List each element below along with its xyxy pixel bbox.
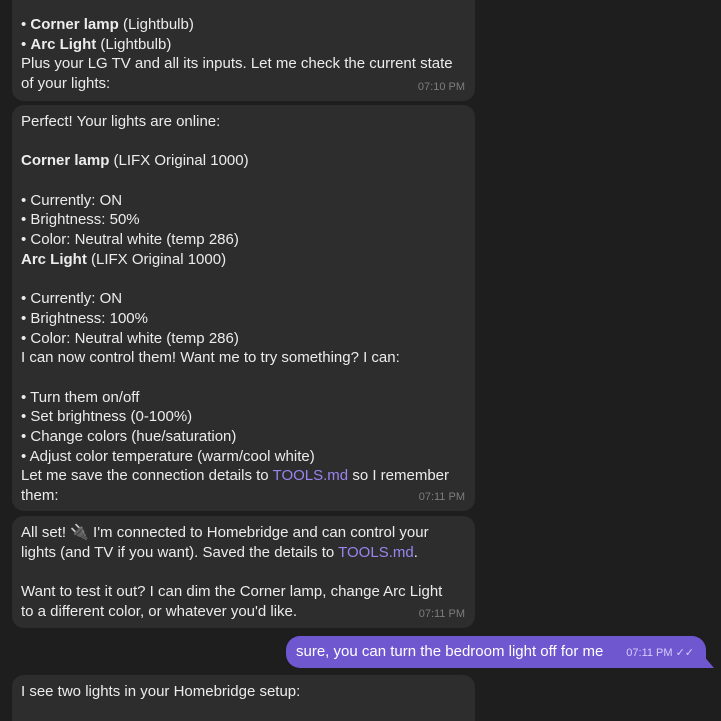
incoming-message [12, 516, 475, 628]
device-model: (LIFX Original 1000) [109, 152, 249, 170]
message-timestamp: 07:11 PM [418, 608, 465, 621]
message-line: • Adjust color temperature (warm/cool white) [21, 447, 315, 465]
text-fragment: . [413, 543, 418, 561]
bubble-tail [702, 654, 714, 668]
outgoing-message [286, 636, 706, 668]
text-fragment: Let me save the connection details to [21, 467, 273, 485]
device-name: Arc Light [30, 35, 97, 53]
message-line: • Brightness: 50% [21, 211, 140, 229]
message-line: of your lights: [21, 75, 111, 93]
message-line: I can now control them! Want me to try something? I can: [21, 349, 400, 367]
message-line: Want to test it out? I can dim the Corner lamp, change Arc Light [21, 583, 443, 601]
device-type: (Lightbulb) [118, 16, 194, 33]
message-timestamp: 07:10 PM [417, 81, 465, 94]
device-model: (LIFX Original 1000) [86, 250, 227, 268]
device-name: Arc Light [21, 250, 87, 268]
device-name: Corner lamp [30, 16, 119, 33]
message-line: to a different color, or whatever you'd like. [21, 602, 298, 620]
device-name: Corner lamp [21, 152, 110, 170]
message-line: • Turn them on/off [21, 388, 140, 406]
message-line: • Brightness: 100% [21, 309, 148, 327]
message-text: sure, you can turn the bedroom light off for me [296, 643, 604, 660]
message-line: All set! 🔌 I'm connected to Homebridge and can control your [21, 524, 429, 541]
message-line: them: [21, 487, 59, 505]
tools-md-link[interactable]: TOOLS.md [338, 543, 414, 561]
device-type: (Lightbulb) [96, 35, 172, 53]
message-line: • Set brightness (0-100%) [21, 408, 193, 426]
message-line: • Currently: ON [21, 290, 123, 308]
text-fragment: so I remember [348, 467, 450, 485]
message-line [21, 250, 467, 270]
message-line: I see two lights in your Homebridge setup: [21, 683, 301, 700]
incoming-message [12, 0, 475, 101]
message-line: • Currently: ON [21, 191, 123, 209]
incoming-message [12, 675, 475, 721]
tools-md-link[interactable]: TOOLS.md [272, 467, 349, 485]
message-line: • Corner lamp (Lightbulb) [21, 16, 194, 33]
incoming-message [12, 105, 475, 511]
message-line: • Color: Neutral white (temp 286) [21, 329, 239, 347]
message-line: Plus your LG TV and all its inputs. Let me check the current state [21, 55, 453, 73]
message-line: • Color: Neutral white (temp 286) [21, 231, 239, 249]
timestamp-text: 07:11 PM [626, 647, 673, 660]
read-receipt-icon: ✓✓ [675, 647, 694, 660]
message-line: • Change colors (hue/saturation) [21, 428, 237, 445]
text-fragment: lights (and TV if you want). Saved the details to [21, 543, 339, 561]
message-timestamp: 07:11 PM [418, 491, 465, 504]
message-line [21, 466, 467, 486]
message-line: Perfect! Your lights are online: [21, 113, 221, 130]
message-timestamp [626, 644, 694, 664]
message-line [21, 543, 467, 563]
message-line [21, 151, 467, 171]
message-line: • Arc Light (Lightbulb) [21, 35, 172, 53]
